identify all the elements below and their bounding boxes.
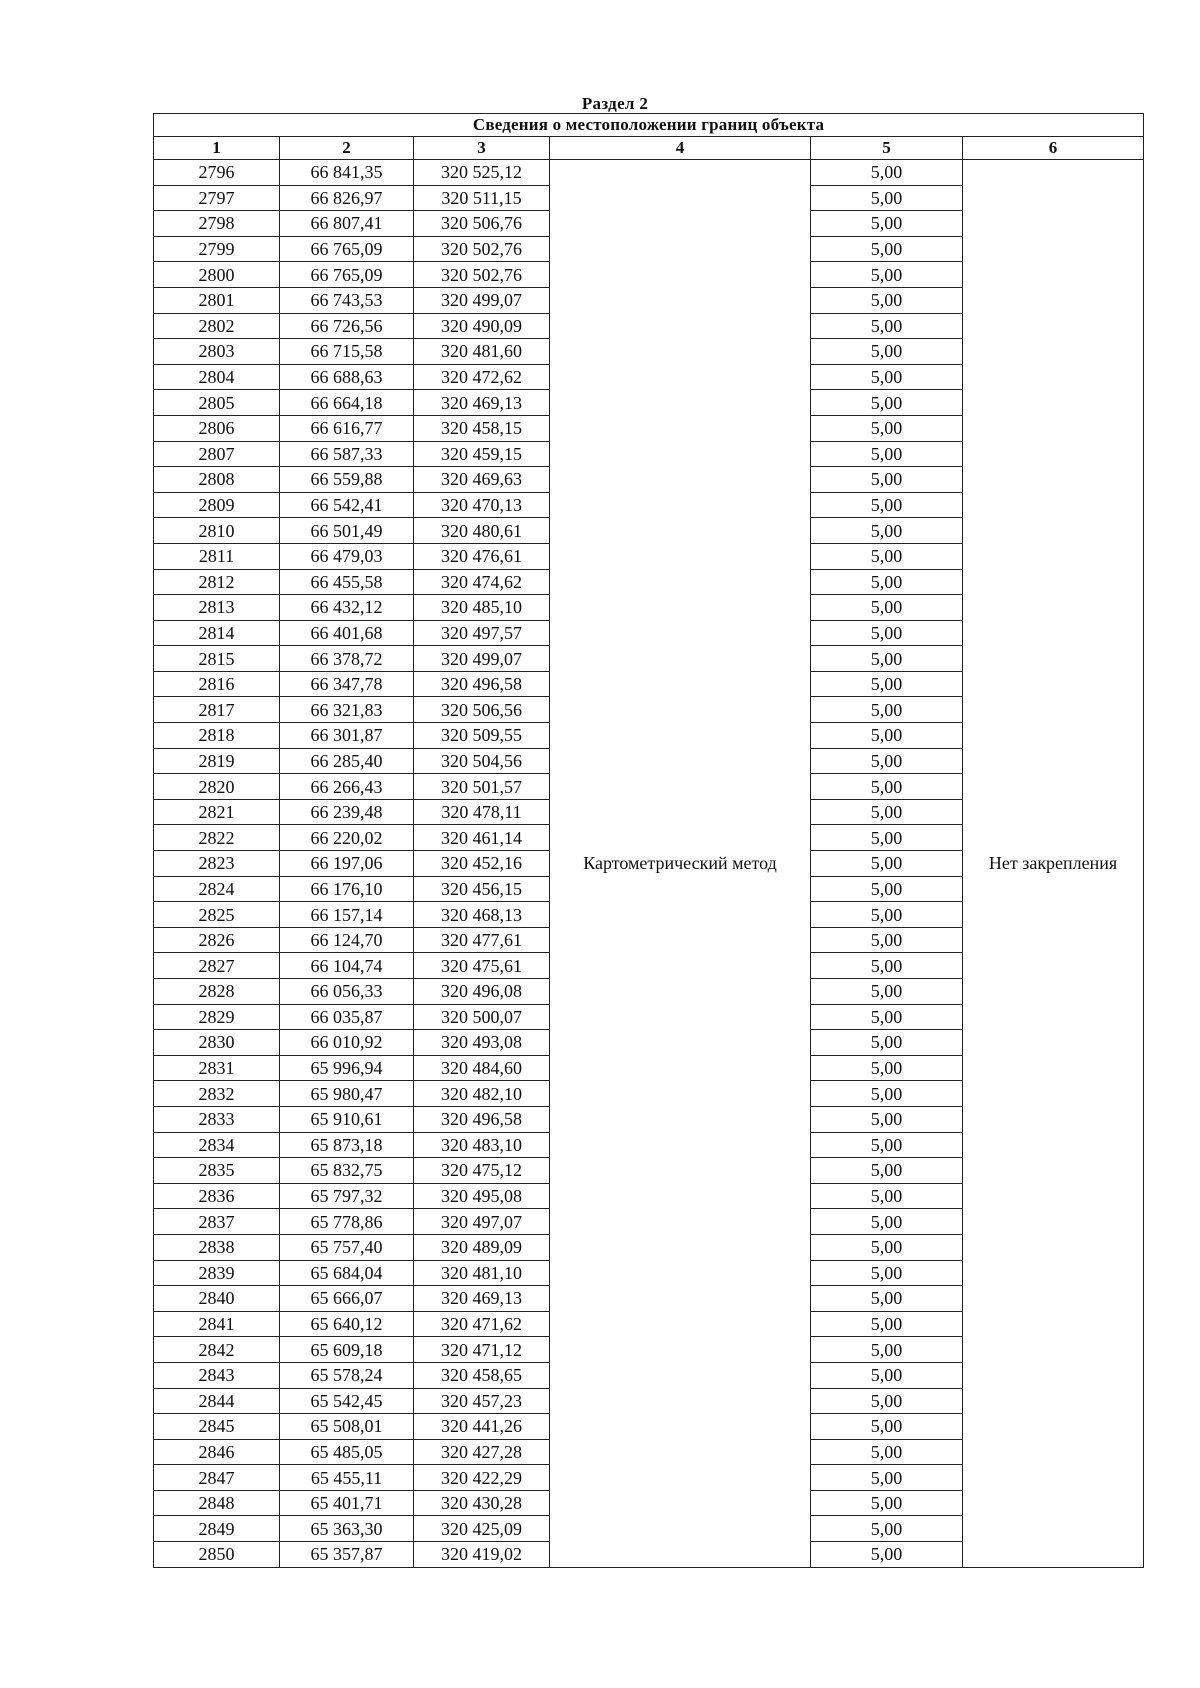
accuracy-cell: 5,00 [811,1081,963,1107]
accuracy-cell: 5,00 [811,697,963,723]
coordinate-x-cell: 66 715,58 [280,339,414,365]
coordinate-y-cell: 320 457,23 [414,1388,550,1414]
column-header-5: 5 [811,137,963,160]
accuracy-cell: 5,00 [811,927,963,953]
coordinate-y-cell: 320 468,13 [414,902,550,928]
coordinate-x-cell: 66 432,12 [280,595,414,621]
accuracy-cell: 5,00 [811,441,963,467]
coordinate-x-cell: 65 980,47 [280,1081,414,1107]
coordinate-x-cell: 65 640,12 [280,1311,414,1337]
coordinate-y-cell: 320 472,62 [414,364,550,390]
coordinate-y-cell: 320 427,28 [414,1439,550,1465]
coordinate-y-cell: 320 422,29 [414,1465,550,1491]
accuracy-cell: 5,00 [811,979,963,1005]
coordinate-x-cell: 65 363,30 [280,1516,414,1542]
coordinate-y-cell: 320 481,10 [414,1260,550,1286]
coordinate-x-cell: 66 239,48 [280,799,414,825]
accuracy-cell: 5,00 [811,1158,963,1184]
accuracy-cell: 5,00 [811,1465,963,1491]
accuracy-cell: 5,00 [811,1414,963,1440]
coordinate-y-cell: 320 471,62 [414,1311,550,1337]
accuracy-cell: 5,00 [811,1542,963,1568]
point-number-cell: 2834 [154,1132,280,1158]
accuracy-cell: 5,00 [811,799,963,825]
accuracy-cell: 5,00 [811,876,963,902]
point-number-cell: 2805 [154,390,280,416]
section-title: Раздел 2 [581,94,649,113]
accuracy-cell: 5,00 [811,595,963,621]
coordinate-x-cell: 66 726,56 [280,313,414,339]
accuracy-cell: 5,00 [811,262,963,288]
point-number-cell: 2847 [154,1465,280,1491]
point-number-cell: 2804 [154,364,280,390]
point-number-cell: 2797 [154,185,280,211]
coordinate-y-cell: 320 485,10 [414,595,550,621]
point-number-cell: 2833 [154,1106,280,1132]
coordinate-x-cell: 66 616,77 [280,415,414,441]
coordinate-y-cell: 320 499,07 [414,646,550,672]
coordinate-y-cell: 320 501,57 [414,774,550,800]
coordinate-x-cell: 66 743,53 [280,287,414,313]
coordinate-y-cell: 320 504,56 [414,748,550,774]
coordinate-x-cell: 65 910,61 [280,1106,414,1132]
coordinate-x-cell: 66 124,70 [280,927,414,953]
coordinate-x-cell: 66 765,09 [280,262,414,288]
coordinate-x-cell: 65 401,71 [280,1490,414,1516]
coordinate-x-cell: 66 501,49 [280,518,414,544]
point-number-cell: 2823 [154,851,280,877]
point-number-cell: 2803 [154,339,280,365]
accuracy-cell: 5,00 [811,364,963,390]
coordinate-y-cell: 320 461,14 [414,825,550,851]
coordinate-y-cell: 320 481,60 [414,339,550,365]
coordinate-x-cell: 65 778,86 [280,1209,414,1235]
table-body [154,160,1144,1568]
coordinate-x-cell: 66 266,43 [280,774,414,800]
column-header-4: 4 [550,137,811,160]
accuracy-cell: 5,00 [811,1106,963,1132]
point-number-cell: 2835 [154,1158,280,1184]
coordinate-x-cell: 65 666,07 [280,1286,414,1312]
accuracy-cell: 5,00 [811,518,963,544]
coordinate-x-cell: 65 996,94 [280,1055,414,1081]
point-number-cell: 2806 [154,415,280,441]
column-header-2: 2 [280,137,414,160]
accuracy-cell: 5,00 [811,1439,963,1465]
coordinate-y-cell: 320 484,60 [414,1055,550,1081]
point-number-cell: 2800 [154,262,280,288]
accuracy-cell: 5,00 [811,1132,963,1158]
coordinate-x-cell: 65 609,18 [280,1337,414,1363]
point-number-cell: 2831 [154,1055,280,1081]
coordinate-x-cell: 66 664,18 [280,390,414,416]
coordinate-y-cell: 320 474,62 [414,569,550,595]
coordinate-y-cell: 320 459,15 [414,441,550,467]
accuracy-cell: 5,00 [811,1004,963,1030]
point-number-cell: 2837 [154,1209,280,1235]
coordinate-y-cell: 320 471,12 [414,1337,550,1363]
method-cell: Картометрический метод [550,160,811,1568]
coordinate-x-cell: 66 197,06 [280,851,414,877]
coordinate-y-cell: 320 497,07 [414,1209,550,1235]
point-number-cell: 2808 [154,467,280,493]
coordinate-y-cell: 320 506,76 [414,211,550,237]
point-number-cell: 2819 [154,748,280,774]
coordinate-x-cell: 66 479,03 [280,543,414,569]
point-number-cell: 2850 [154,1542,280,1568]
coordinate-y-cell: 320 506,56 [414,697,550,723]
coordinate-y-cell: 320 458,15 [414,415,550,441]
coordinate-x-cell: 66 587,33 [280,441,414,467]
coordinate-y-cell: 320 477,61 [414,927,550,953]
coordinate-y-cell: 320 493,08 [414,1030,550,1056]
coordinate-x-cell: 66 285,40 [280,748,414,774]
coordinate-x-cell: 66 035,87 [280,1004,414,1030]
point-number-cell: 2820 [154,774,280,800]
point-number-cell: 2838 [154,1234,280,1260]
coordinate-x-cell: 65 542,45 [280,1388,414,1414]
coordinate-x-cell: 66 807,41 [280,211,414,237]
table-caption: Сведения о местоположении границ объекта [154,114,1144,137]
accuracy-cell: 5,00 [811,1337,963,1363]
point-number-cell: 2817 [154,697,280,723]
coordinate-x-cell: 66 220,02 [280,825,414,851]
accuracy-cell: 5,00 [811,185,963,211]
coordinate-y-cell: 320 509,55 [414,723,550,749]
accuracy-cell: 5,00 [811,1030,963,1056]
point-number-cell: 2843 [154,1362,280,1388]
coordinate-y-cell: 320 441,26 [414,1414,550,1440]
coordinate-y-cell: 320 525,12 [414,160,550,186]
accuracy-cell: 5,00 [811,569,963,595]
coordinate-x-cell: 66 157,14 [280,902,414,928]
coordinate-y-cell: 320 469,63 [414,467,550,493]
point-number-cell: 2842 [154,1337,280,1363]
accuracy-cell: 5,00 [811,313,963,339]
coordinate-x-cell: 66 056,33 [280,979,414,1005]
point-number-cell: 2830 [154,1030,280,1056]
accuracy-cell: 5,00 [811,1516,963,1542]
coordinate-y-cell: 320 502,76 [414,236,550,262]
coordinate-x-cell: 66 765,09 [280,236,414,262]
accuracy-cell: 5,00 [811,902,963,928]
coordinate-y-cell: 320 458,65 [414,1362,550,1388]
coordinate-x-cell: 66 176,10 [280,876,414,902]
accuracy-cell: 5,00 [811,646,963,672]
column-header-3: 3 [414,137,550,160]
point-number-cell: 2836 [154,1183,280,1209]
coordinate-x-cell: 65 485,05 [280,1439,414,1465]
point-number-cell: 2832 [154,1081,280,1107]
accuracy-cell: 5,00 [811,287,963,313]
accuracy-cell: 5,00 [811,1183,963,1209]
point-number-cell: 2816 [154,671,280,697]
coordinate-y-cell: 320 475,12 [414,1158,550,1184]
accuracy-cell: 5,00 [811,953,963,979]
table-caption-row [154,114,1144,137]
accuracy-cell: 5,00 [811,543,963,569]
coordinate-x-cell: 66 347,78 [280,671,414,697]
accuracy-cell: 5,00 [811,1234,963,1260]
coordinate-y-cell: 320 419,02 [414,1542,550,1568]
point-number-cell: 2814 [154,620,280,646]
point-number-cell: 2799 [154,236,280,262]
coordinate-x-cell: 65 757,40 [280,1234,414,1260]
coordinate-x-cell: 65 832,75 [280,1158,414,1184]
point-number-cell: 2798 [154,211,280,237]
accuracy-cell: 5,00 [811,723,963,749]
coordinate-x-cell: 66 688,63 [280,364,414,390]
point-number-cell: 2812 [154,569,280,595]
point-number-cell: 2822 [154,825,280,851]
point-number-cell: 2845 [154,1414,280,1440]
accuracy-cell: 5,00 [811,467,963,493]
coordinate-x-cell: 65 873,18 [280,1132,414,1158]
accuracy-cell: 5,00 [811,1209,963,1235]
accuracy-cell: 5,00 [811,160,963,186]
coordinate-x-cell: 65 684,04 [280,1260,414,1286]
accuracy-cell: 5,00 [811,339,963,365]
coordinate-y-cell: 320 482,10 [414,1081,550,1107]
accuracy-cell: 5,00 [811,774,963,800]
accuracy-cell: 5,00 [811,1362,963,1388]
coordinate-x-cell: 66 826,97 [280,185,414,211]
fixation-cell: Нет закрепления [963,160,1144,1568]
accuracy-cell: 5,00 [811,1311,963,1337]
point-number-cell: 2839 [154,1260,280,1286]
coordinate-y-cell: 320 496,08 [414,979,550,1005]
accuracy-cell: 5,00 [811,236,963,262]
accuracy-cell: 5,00 [811,851,963,877]
coordinate-x-cell: 65 455,11 [280,1465,414,1491]
accuracy-cell: 5,00 [811,1055,963,1081]
coordinate-y-cell: 320 469,13 [414,1286,550,1312]
point-number-cell: 2811 [154,543,280,569]
accuracy-cell: 5,00 [811,748,963,774]
point-number-cell: 2846 [154,1439,280,1465]
coordinate-y-cell: 320 470,13 [414,492,550,518]
point-number-cell: 2826 [154,927,280,953]
coordinate-x-cell: 66 559,88 [280,467,414,493]
coordinate-y-cell: 320 500,07 [414,1004,550,1030]
coordinate-x-cell: 66 401,68 [280,620,414,646]
point-number-cell: 2828 [154,979,280,1005]
column-header-6: 6 [963,137,1144,160]
coordinate-y-cell: 320 497,57 [414,620,550,646]
table-row [154,160,1144,186]
coordinate-y-cell: 320 452,16 [414,851,550,877]
coordinate-y-cell: 320 499,07 [414,287,550,313]
coordinate-x-cell: 66 455,58 [280,569,414,595]
point-number-cell: 2824 [154,876,280,902]
coordinate-x-cell: 66 010,92 [280,1030,414,1056]
coordinate-x-cell: 66 378,72 [280,646,414,672]
point-number-cell: 2827 [154,953,280,979]
point-number-cell: 2844 [154,1388,280,1414]
point-number-cell: 2813 [154,595,280,621]
coordinate-y-cell: 320 483,10 [414,1132,550,1158]
accuracy-cell: 5,00 [811,211,963,237]
point-number-cell: 2849 [154,1516,280,1542]
coordinate-y-cell: 320 475,61 [414,953,550,979]
accuracy-cell: 5,00 [811,1286,963,1312]
accuracy-cell: 5,00 [811,1388,963,1414]
coordinate-x-cell: 66 301,87 [280,723,414,749]
accuracy-cell: 5,00 [811,390,963,416]
coordinate-y-cell: 320 476,61 [414,543,550,569]
table-header-row [154,137,1144,160]
point-number-cell: 2840 [154,1286,280,1312]
coordinate-y-cell: 320 490,09 [414,313,550,339]
coordinate-x-cell: 66 104,74 [280,953,414,979]
point-number-cell: 2818 [154,723,280,749]
point-number-cell: 2829 [154,1004,280,1030]
coordinate-y-cell: 320 480,61 [414,518,550,544]
point-number-cell: 2807 [154,441,280,467]
coordinate-y-cell: 320 489,09 [414,1234,550,1260]
coordinate-x-cell: 65 508,01 [280,1414,414,1440]
coordinate-y-cell: 320 469,13 [414,390,550,416]
coordinate-x-cell: 66 542,41 [280,492,414,518]
point-number-cell: 2796 [154,160,280,186]
coordinate-y-cell: 320 511,15 [414,185,550,211]
point-number-cell: 2815 [154,646,280,672]
accuracy-cell: 5,00 [811,492,963,518]
coordinate-y-cell: 320 495,08 [414,1183,550,1209]
coordinate-x-cell: 66 841,35 [280,160,414,186]
coordinate-y-cell: 320 496,58 [414,1106,550,1132]
accuracy-cell: 5,00 [811,620,963,646]
point-number-cell: 2841 [154,1311,280,1337]
boundary-coordinates-table [153,113,1144,1568]
accuracy-cell: 5,00 [811,1260,963,1286]
coordinate-y-cell: 320 430,28 [414,1490,550,1516]
point-number-cell: 2801 [154,287,280,313]
coordinate-y-cell: 320 496,58 [414,671,550,697]
point-number-cell: 2825 [154,902,280,928]
accuracy-cell: 5,00 [811,415,963,441]
coordinate-x-cell: 65 357,87 [280,1542,414,1568]
coordinate-y-cell: 320 425,09 [414,1516,550,1542]
point-number-cell: 2802 [154,313,280,339]
point-number-cell: 2821 [154,799,280,825]
coordinate-x-cell: 66 321,83 [280,697,414,723]
coordinate-y-cell: 320 502,76 [414,262,550,288]
accuracy-cell: 5,00 [811,671,963,697]
accuracy-cell: 5,00 [811,825,963,851]
point-number-cell: 2848 [154,1490,280,1516]
coordinate-y-cell: 320 478,11 [414,799,550,825]
accuracy-cell: 5,00 [811,1490,963,1516]
column-header-1: 1 [154,137,280,160]
coordinate-x-cell: 65 578,24 [280,1362,414,1388]
coordinate-y-cell: 320 456,15 [414,876,550,902]
point-number-cell: 2810 [154,518,280,544]
point-number-cell: 2809 [154,492,280,518]
coordinate-x-cell: 65 797,32 [280,1183,414,1209]
